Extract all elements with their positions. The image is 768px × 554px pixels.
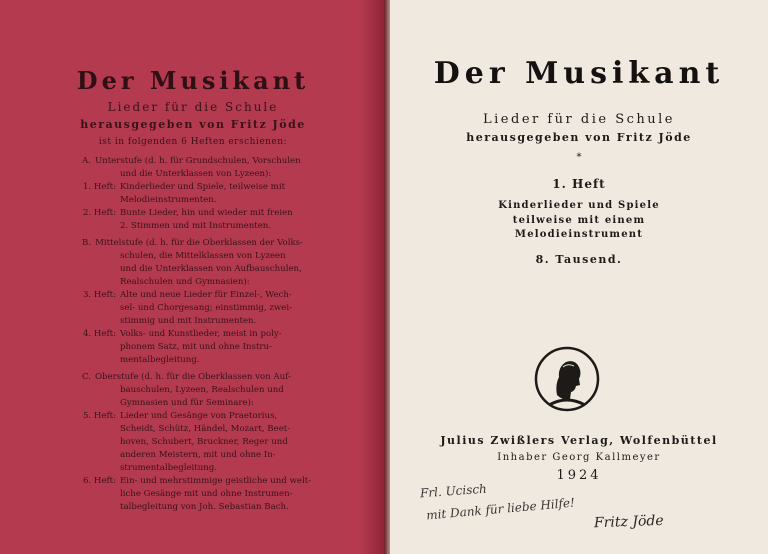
volume-list-label: 2. Heft: [82, 208, 116, 219]
volume-number: 1. Heft [552, 177, 606, 191]
volume-list-text: Volks- und Kunstlieder, meist in poly- [120, 329, 282, 340]
volume-list-label [82, 462, 120, 475]
volume-list-row [82, 220, 322, 233]
volume-list-row [82, 462, 322, 475]
editor-line: herausgegeben von Fritz Jöde [466, 131, 692, 144]
volume-list-label [82, 423, 120, 436]
volume-list-text: hoven, Schubert, Bruckner, Reger und [120, 436, 288, 447]
book-title: Der Musikant [433, 56, 725, 91]
volume-list-row [82, 181, 322, 194]
volume-list-label [82, 194, 120, 207]
volume-list-label: A. [82, 156, 91, 166]
volume-list-label: 1. Heft: [82, 182, 116, 193]
volume-list-text: Scheidt, Schütz, Händel, Mozart, Beet- [120, 423, 291, 434]
inscription-recipient: Frl. Ucisch [419, 481, 488, 501]
volume-list-row [82, 449, 322, 462]
volume-list-text: Lieder und Gesänge von Praetorius, [120, 410, 278, 421]
volume-list-text: sel- und Chorgesang; einstimmig, zwei- [120, 303, 292, 314]
volume-list-row [82, 276, 322, 289]
volume-list-row [82, 410, 322, 423]
volume-list-text: schulen, die Mittelklassen von Lyzeen [120, 250, 286, 261]
volume-list-row [82, 302, 322, 315]
volume-list-label [82, 302, 120, 315]
volume-list-text: bauschulen, Lyzeen, Realschulen und [120, 384, 284, 395]
volume-list-text: und die Unterklassen von Aufbauschulen, [120, 263, 302, 274]
volume-list-label [82, 250, 120, 263]
title-page [390, 0, 768, 554]
volume-list-row [82, 237, 322, 250]
volume-list-text: stimmig und mit Instrumenten. [120, 316, 257, 327]
volume-list-row [82, 436, 322, 449]
book-subtitle: Lieder für die Schule [483, 112, 675, 127]
volume-list-row [82, 384, 322, 397]
volume-list-text: Oberstufe (d. h. für die Oberklassen von Auf- [95, 371, 291, 382]
volume-list-label [82, 220, 120, 233]
volume-list-row [82, 354, 322, 367]
volume-list-label [82, 263, 120, 276]
volume-list-row [82, 289, 322, 302]
volume-list-row [82, 250, 322, 263]
volume-list-row [82, 423, 322, 436]
volume-list-text: anderen Meistern, mit und ohne In- [120, 450, 276, 461]
volume-list-text: mentalbegleitung. [120, 355, 200, 366]
left-page-intro: ist in folgenden 6 Heften erschienen: [98, 137, 288, 147]
volume-list-text: liche Gesänge mit und ohne Instrumen- [120, 489, 293, 500]
volume-list-label: B. [82, 237, 92, 248]
volume-list-row [82, 371, 322, 384]
volume-description-line: teilweise mit einem [512, 215, 646, 226]
volume-list-label [82, 276, 120, 289]
volume-list-row [82, 488, 322, 501]
volume-list-text: Realschulen und Gymnasien): [120, 276, 250, 287]
volume-list-text: Gymnasien und für Seminare): [120, 397, 254, 408]
volume-list-row [82, 397, 322, 410]
volume-list-row [82, 168, 322, 181]
volume-list-text: Bunte Lieder, hin und wieder mit freien [120, 208, 293, 219]
volume-list-text: und die Unterklassen von Lyzeen): [120, 169, 272, 180]
volume-list-label [82, 397, 120, 410]
volume-list-label [82, 436, 120, 449]
publisher-name: Julius Zwißlers Verlag, Wolfenbüttel [440, 434, 718, 447]
publication-year: 1924 [556, 468, 602, 483]
volume-list [82, 152, 322, 515]
left-page-subtitle: Lieder für die Schule [107, 100, 279, 114]
volume-list-label [82, 354, 120, 367]
volume-list-label: C. [82, 371, 92, 382]
volume-list-label [82, 315, 120, 328]
left-page-publisher: herausgegeben von Fritz Jöde [80, 118, 306, 131]
edition-note: 8. Tausend. [535, 253, 623, 266]
volume-list-row [82, 207, 322, 220]
volume-list-label: 3. Heft: [82, 289, 116, 300]
volume-list-row [82, 475, 322, 488]
volume-description-line: Melodieinstrument [514, 229, 644, 240]
volume-list-text: phonem Satz, mit und ohne Instru- [120, 342, 272, 353]
volume-list-text: strumentalbegleitung. [120, 463, 218, 474]
left-page-title: Der Musikant [76, 66, 310, 95]
volume-list-row [82, 328, 322, 341]
volume-list-label [82, 168, 120, 181]
volume-list-text: Unterstufe (d. h. für Grundschulen, Vorschulen [94, 156, 301, 166]
volume-list-row [82, 501, 322, 514]
inscription-message: mit Dank für liebe Hilfe! [425, 495, 576, 523]
volume-list-label: 6. Heft: [82, 476, 116, 487]
volume-list-text: Melodieinstrumenten. [120, 195, 217, 206]
volume-description-line: Kinderlieder und Spiele [498, 200, 660, 211]
volume-list-row [82, 155, 322, 168]
volume-list-text: 2. Stimmen und mit Instrumenten. [120, 221, 272, 232]
volume-list-text: Kinderlieder und Spiele, teilweise mit [120, 182, 286, 193]
inscription-signature: Fritz Jöde [593, 512, 664, 532]
volume-list-text: Ein- und mehrstimmige geistliche und welt- [120, 476, 312, 487]
volume-list-row [82, 315, 322, 328]
publisher-emblem-icon [533, 345, 601, 413]
volume-list-text: Alte und neue Lieder für Einzel-, Wech- [120, 289, 292, 300]
separator-star: * [576, 152, 582, 163]
volume-list-label [82, 384, 120, 397]
publisher-owner: Inhaber Georg Kallmeyer [497, 452, 661, 463]
volume-list-label [82, 488, 120, 501]
volume-list-label [82, 449, 120, 462]
volume-list-row [82, 194, 322, 207]
handwritten-inscription [419, 481, 740, 544]
volume-list-label: 4. Heft: [82, 329, 116, 340]
volume-list-row [82, 341, 322, 354]
volume-list-label [82, 341, 120, 354]
volume-list-label: 5. Heft: [82, 410, 116, 421]
volume-list-row [82, 263, 322, 276]
volume-list-text: talbegleitung von Joh. Sebastian Bach. [120, 502, 289, 513]
volume-list-label [82, 501, 120, 514]
volume-list-text: Mittelstufe (d. h. für die Oberklassen der Volks- [95, 237, 303, 248]
